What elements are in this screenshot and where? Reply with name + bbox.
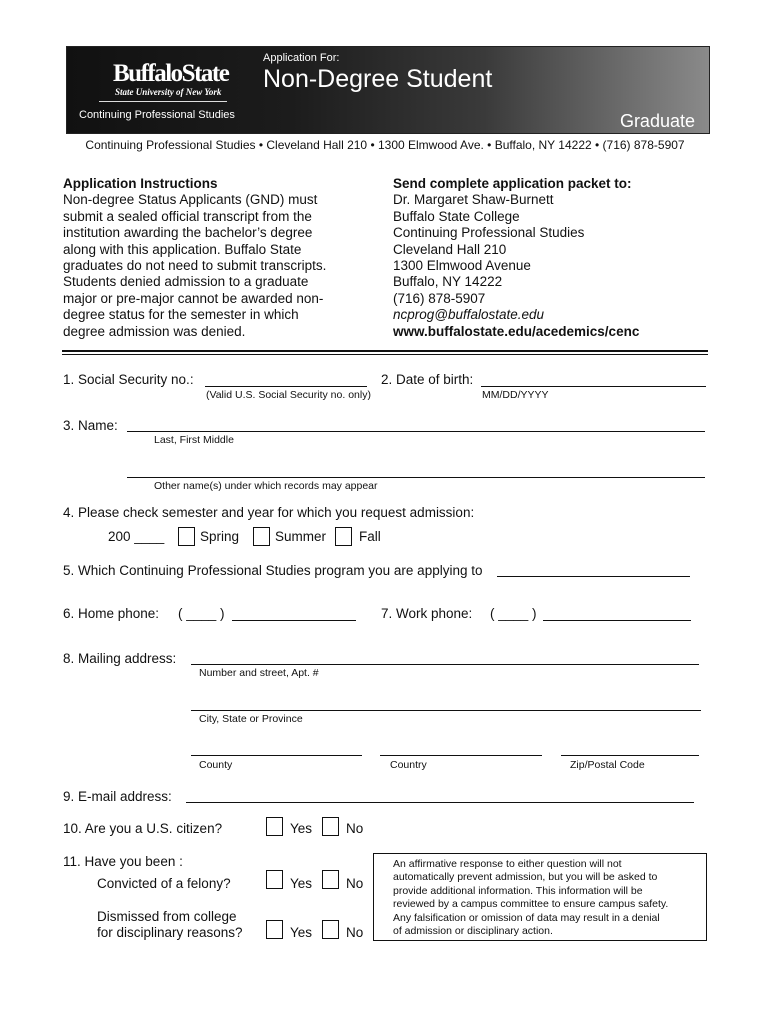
send-to-heading: Send complete application packet to: — [393, 176, 632, 191]
section-divider-thin — [62, 354, 708, 355]
dob-hint: MM/DD/YYYY — [482, 389, 549, 401]
dob-label: 2. Date of birth: — [381, 372, 474, 387]
street-field[interactable] — [191, 664, 699, 665]
send-to-phone: (716) 878-5907 — [393, 290, 486, 306]
felony-no-checkbox[interactable] — [322, 870, 339, 889]
note-line: provide additional information. This information will be — [393, 884, 643, 897]
home-phone-label: 6. Home phone: — [63, 606, 160, 621]
dismissed-label-line1: Dismissed from college — [97, 909, 237, 924]
country-field[interactable] — [380, 755, 542, 756]
county-field[interactable] — [191, 755, 362, 756]
name-field[interactable] — [127, 431, 705, 432]
citizen-yes-label: Yes — [290, 821, 313, 836]
work-phone-field[interactable] — [543, 620, 691, 621]
level-label: Graduate — [619, 111, 695, 131]
dob-field[interactable] — [481, 386, 706, 387]
country-hint: Country — [390, 759, 427, 771]
send-to-email-link[interactable]: ncprog@buffalostate.edu — [393, 307, 545, 323]
send-to-department: Continuing Professional Studies — [393, 225, 585, 241]
email-field[interactable] — [186, 802, 694, 803]
note-line: reviewed by a campus committee to ensure campus safety. — [393, 898, 669, 911]
citizen-label: 10. Are you a U.S. citizen? — [63, 821, 223, 836]
felony-yes-label: Yes — [290, 876, 313, 891]
zip-field[interactable] — [561, 755, 699, 756]
instructions-line: degree status for the semester in which — [63, 307, 299, 323]
citizen-no-checkbox[interactable] — [322, 817, 339, 836]
semester-label: 4. Please check semester and year for which you request admission: — [63, 505, 475, 520]
dismissed-no-label: No — [346, 925, 364, 940]
city-field[interactable] — [191, 710, 701, 711]
instructions-line: Non-degree Status Applicants (GND) must — [63, 192, 318, 208]
note-line: An affirmative response to either question will not — [393, 858, 622, 870]
instructions-line: major or pre-major cannot be awarded non- — [63, 290, 324, 306]
note-line: of admission or disciplinary action. — [393, 925, 553, 938]
page-title: Non-Degree Student — [263, 65, 493, 93]
dismissed-no-checkbox[interactable] — [322, 920, 339, 939]
instructions-line: graduates do not need to submit transcripts. — [63, 258, 327, 274]
ssn-hint: (Valid U.S. Social Security no. only) — [206, 389, 371, 401]
dismissed-yes-label: Yes — [290, 925, 313, 940]
felony-yes-checkbox[interactable] — [266, 870, 283, 889]
work-phone-area[interactable]: ( ____ ) — [490, 606, 537, 621]
section-divider — [62, 350, 708, 352]
citizen-no-label: No — [346, 821, 364, 836]
have-you-been-label: 11. Have you been : — [63, 854, 183, 869]
buffalo-state-logo: BuffaloState — [113, 60, 229, 87]
spring-checkbox[interactable] — [178, 527, 195, 546]
send-to-building: Cleveland Hall 210 — [393, 241, 507, 257]
disclosure-note — [373, 853, 707, 941]
fall-label: Fall — [359, 529, 381, 544]
instructions-line: degree admission was denied. — [63, 323, 246, 339]
send-to-street: 1300 Elmwood Avenue — [393, 258, 531, 274]
county-hint: County — [199, 759, 233, 771]
instructions-line: submit a sealed official transcript from the — [63, 208, 312, 224]
note-line: automatically prevent admission, but you will be asked to — [393, 871, 658, 884]
logo-divider — [99, 101, 227, 102]
city-hint: City, State or Province — [199, 713, 303, 725]
note-line: Any falsification or omission of data may result in a denial — [393, 911, 660, 924]
mailing-address-label: 8. Mailing address: — [63, 651, 177, 666]
year-field[interactable]: 200 ____ — [108, 529, 165, 544]
home-phone-field[interactable] — [232, 620, 356, 621]
send-to-name: Dr. Margaret Shaw-Burnett — [393, 192, 554, 208]
send-to-college: Buffalo State College — [393, 208, 520, 224]
program-label: 5. Which Continuing Professional Studies program you are applying to — [63, 563, 483, 578]
banner-department: Continuing Professional Studies — [79, 109, 235, 121]
instructions-line: along with this application. Buffalo State — [63, 241, 302, 257]
instructions-block — [63, 176, 326, 340]
send-to-city: Buffalo, NY 14222 — [393, 274, 503, 290]
send-to-block — [393, 176, 639, 340]
dismissed-yes-checkbox[interactable] — [266, 920, 283, 939]
summer-checkbox[interactable] — [253, 527, 270, 546]
logo-subtitle: State University of New York — [115, 87, 222, 97]
felony-label: Convicted of a felony? — [97, 876, 231, 891]
ssn-field[interactable] — [205, 386, 367, 387]
name-label: 3. Name: — [63, 418, 118, 433]
spring-label: Spring — [200, 529, 240, 544]
felony-no-label: No — [346, 876, 364, 891]
name-hint: Last, First Middle — [154, 434, 234, 446]
header-banner — [66, 46, 710, 134]
citizen-yes-checkbox[interactable] — [266, 817, 283, 836]
program-field[interactable] — [497, 576, 690, 577]
instructions-line: Students denied admission to a graduate — [63, 274, 309, 290]
other-names-field[interactable] — [127, 477, 705, 478]
instructions-line: institution awarding the bachelor’s degree — [63, 225, 313, 241]
summer-label: Summer — [275, 529, 327, 544]
address-line: Continuing Professional Studies • Cleveland Hall 210 • 1300 Elmwood Ave. • Buffalo, NY 14222 • (716) 878-5907 — [85, 138, 685, 152]
instructions-heading: Application Instructions — [63, 176, 218, 191]
email-label: 9. E-mail address: — [63, 789, 172, 804]
home-phone-area[interactable]: ( ____ ) — [178, 606, 225, 621]
dismissed-label-line2: for disciplinary reasons? — [97, 925, 243, 940]
work-phone-label: 7. Work phone: — [381, 606, 473, 621]
send-to-website-link[interactable]: www.buffalostate.edu/acedemics/cenc — [393, 323, 640, 339]
fall-checkbox[interactable] — [335, 527, 352, 546]
zip-hint: Zip/Postal Code — [570, 759, 645, 771]
application-for-label: Application For: — [263, 52, 340, 64]
other-names-hint: Other name(s) under which records may appear — [154, 480, 378, 492]
street-hint: Number and street, Apt. # — [199, 667, 319, 679]
ssn-label: 1. Social Security no.: — [63, 372, 194, 387]
